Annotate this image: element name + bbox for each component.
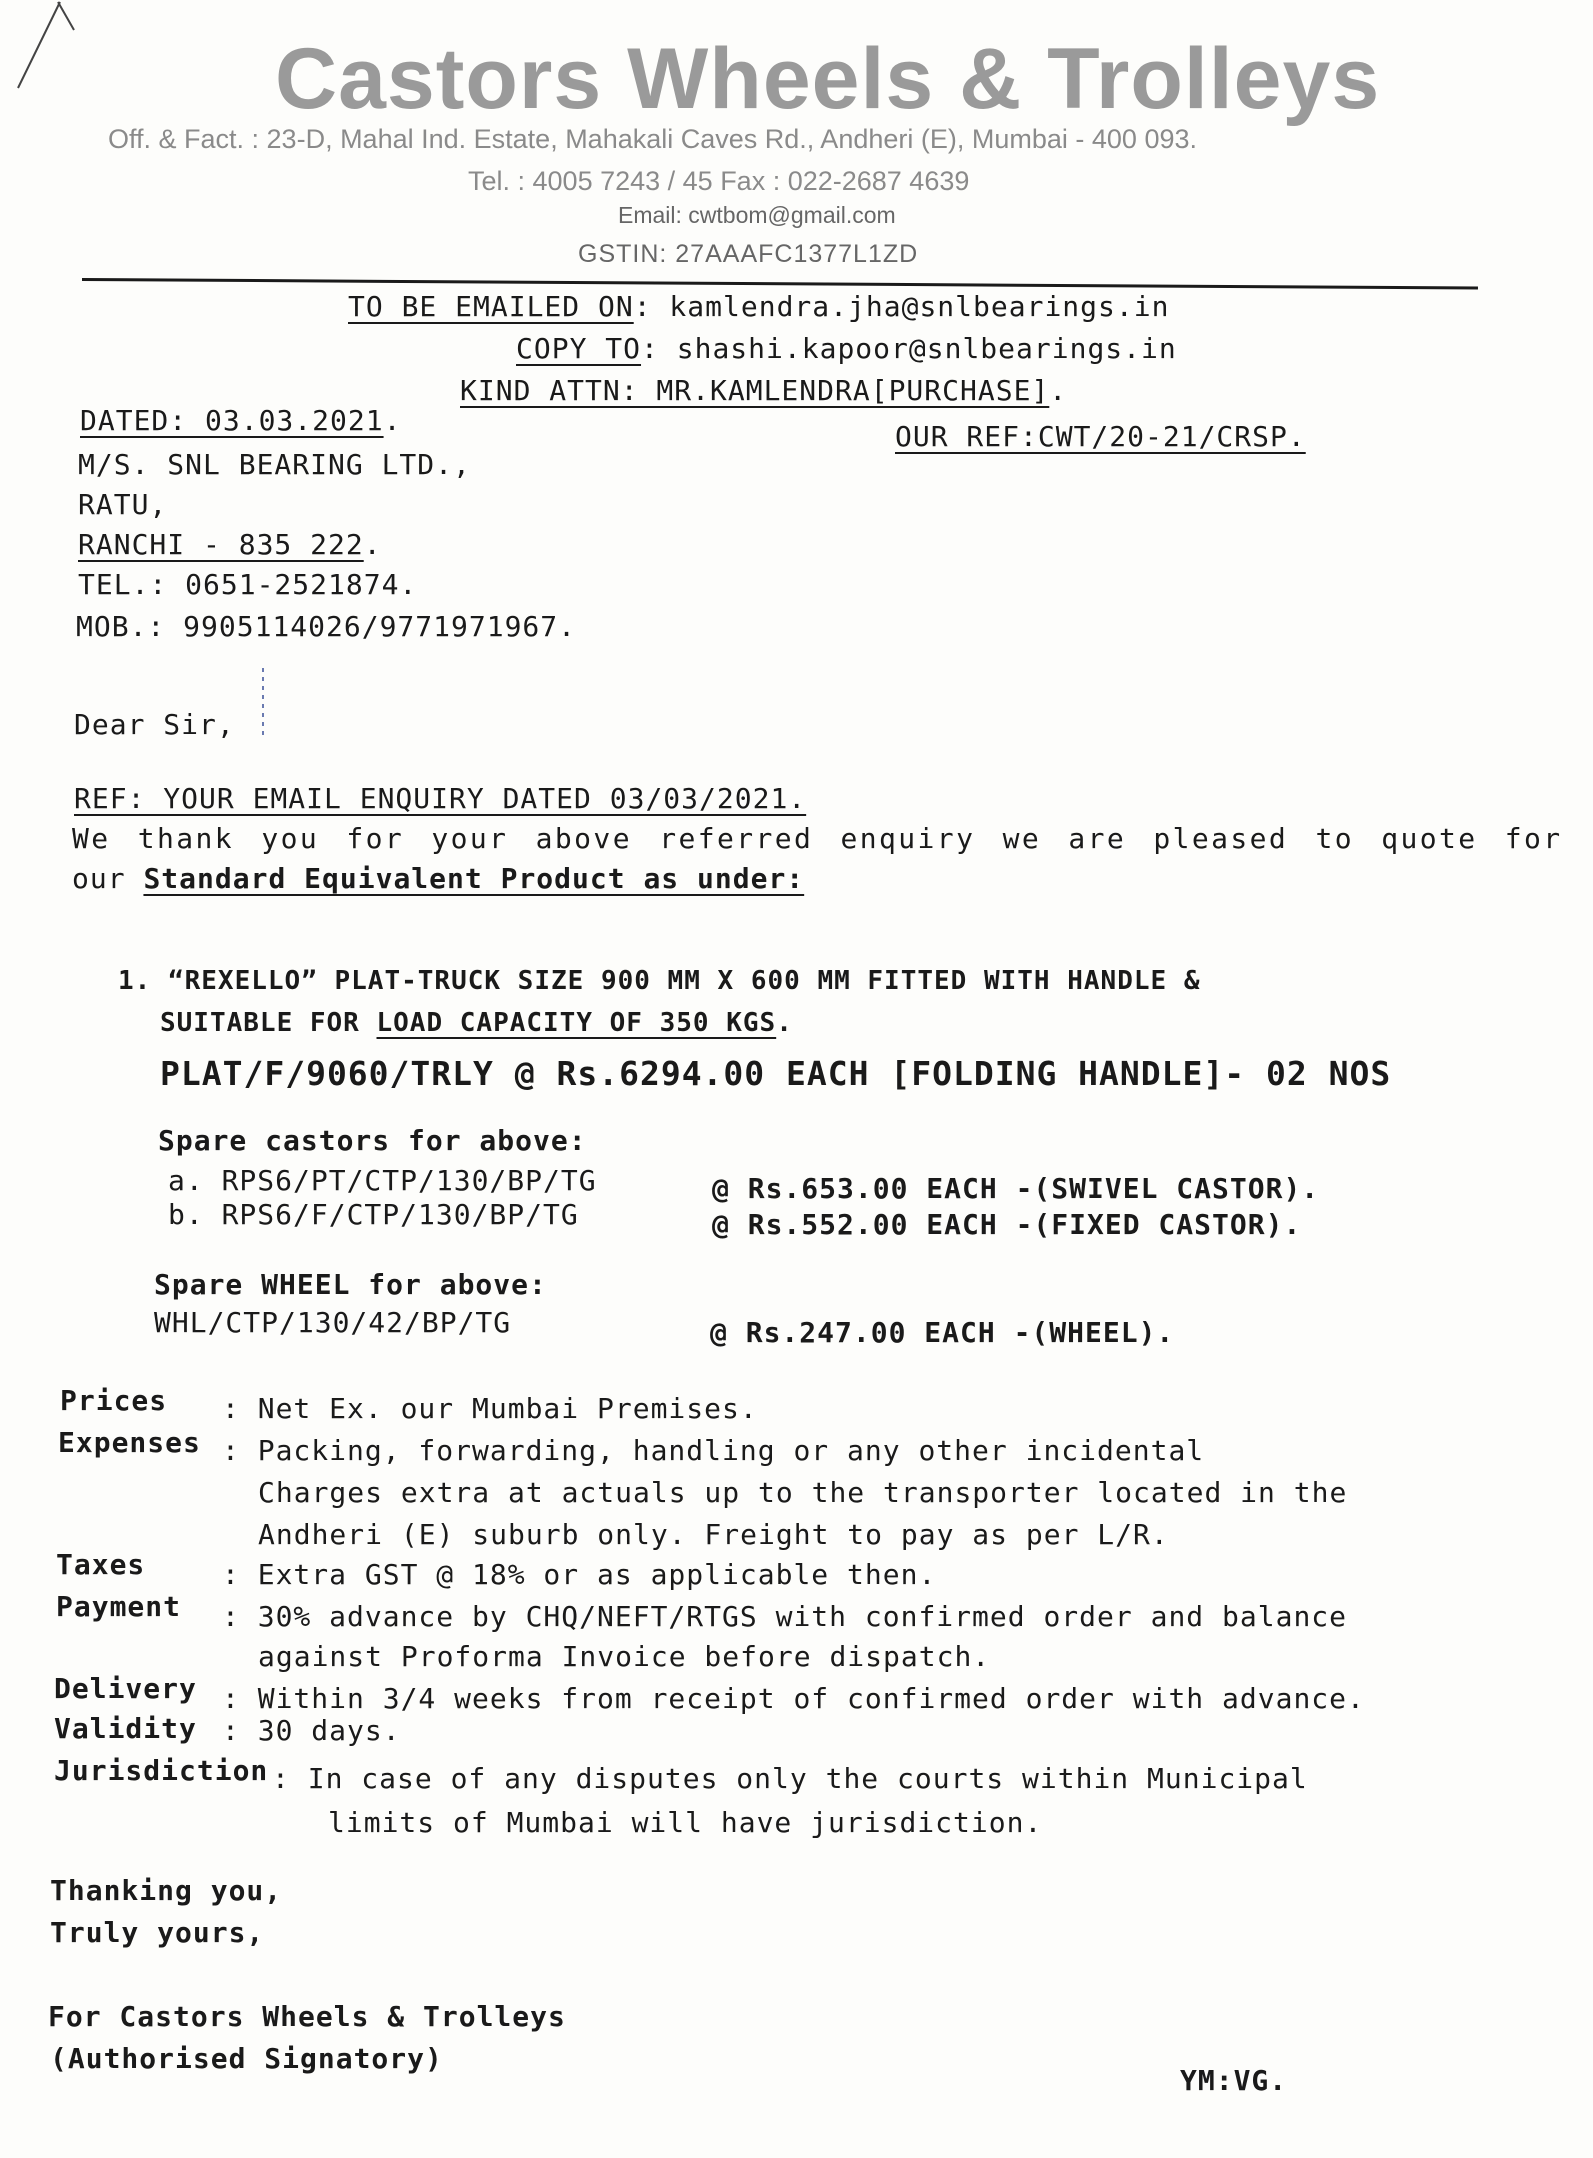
jurisdiction-line1: : In case of any disputes only the courts within Municipal bbox=[272, 1762, 1308, 1795]
kind-attn-text: KIND ATTN: MR.KAMLENDRA[PURCHASE] bbox=[460, 374, 1050, 407]
intro-line2-prefix: our bbox=[72, 862, 144, 895]
item-line3: PLAT/F/9060/TRLY @ Rs.6294.00 EACH [FOLDING HANDLE]- 02 NOS bbox=[160, 1054, 1392, 1093]
pen-dots bbox=[262, 668, 264, 740]
company-address: Off. & Fact. : 23-D, Mahal Ind. Estate, Mahakali Caves Rd., Andheri (E), Mumbai - 400 093. bbox=[108, 124, 1197, 154]
castor-a-price: @ Rs.653.00 EACH -(SWIVEL CASTOR). bbox=[712, 1172, 1320, 1205]
recipient-line2: RATU, bbox=[78, 488, 168, 521]
pen-mark bbox=[8, 0, 78, 100]
closing-thanks: Thanking you, bbox=[50, 1874, 283, 1907]
jurisdiction-line2: limits of Mumbai will have jurisdiction. bbox=[328, 1806, 1043, 1839]
payment-line2: against Proforma Invoice before dispatch. bbox=[258, 1640, 991, 1673]
emailed-on-value: : kamlendra.jha@snlbearings.in bbox=[633, 290, 1170, 323]
dated-text: DATED: 03.03.2021 bbox=[80, 404, 384, 437]
item-line1: 1. “REXELLO” PLAT-TRUCK SIZE 900 MM X 600 MM FITTED WITH HANDLE & bbox=[118, 966, 1201, 996]
prices-value: : Net Ex. our Mumbai Premises. bbox=[222, 1392, 758, 1425]
intro-line1: We thank you for your above referred enquiry we are pleased to quote for bbox=[72, 822, 1563, 855]
validity-label: Validity bbox=[54, 1712, 197, 1745]
validity-value: : 30 days. bbox=[222, 1714, 401, 1747]
copy-to-label: COPY TO bbox=[516, 332, 642, 365]
expenses-line1: : Packing, forwarding, handling or any other incidental bbox=[222, 1434, 1205, 1467]
company-name: Castors Wheels & Trolleys bbox=[275, 31, 1381, 127]
spare-wheel-title: Spare WHEEL for above: bbox=[154, 1268, 547, 1301]
item-load-capacity: LOAD CAPACITY OF 350 KGS bbox=[376, 1008, 777, 1038]
ref-line: REF: YOUR EMAIL ENQUIRY DATED 03/03/2021. bbox=[74, 782, 807, 815]
dated-end: . bbox=[383, 404, 402, 437]
expenses-line3: Andheri (E) suburb only. Freight to pay as per L/R. bbox=[258, 1518, 1169, 1551]
recipient-mob: MOB.: 9905114026/9771971967. bbox=[76, 610, 577, 643]
closing-yours: Truly yours, bbox=[50, 1916, 265, 1949]
copy-to-row bbox=[516, 332, 1177, 365]
kind-attn-end: . bbox=[1049, 374, 1068, 407]
payment-label: Payment bbox=[56, 1590, 182, 1623]
recipient-line3: RANCHI - 835 222 bbox=[78, 528, 364, 561]
company-phone-fax: Tel. : 4005 7243 / 45 Fax : 022-2687 4639 bbox=[468, 166, 970, 196]
recipient-line3-row bbox=[78, 528, 382, 561]
expenses-label: Expenses bbox=[58, 1426, 201, 1459]
taxes-label: Taxes bbox=[56, 1548, 146, 1581]
spare-castors-title: Spare castors for above: bbox=[158, 1124, 587, 1157]
salutation: Dear Sir, bbox=[74, 708, 235, 741]
payment-line1: : 30% advance by CHQ/NEFT/RTGS with confirmed order and balance bbox=[222, 1600, 1348, 1633]
castor-a-code: a. RPS6/PT/CTP/130/BP/TG bbox=[168, 1164, 597, 1197]
jurisdiction-label: Jurisdiction bbox=[54, 1754, 269, 1787]
prices-label: Prices bbox=[60, 1384, 168, 1417]
closing-signatory: (Authorised Signatory) bbox=[50, 2042, 443, 2075]
wheel-price: @ Rs.247.00 EACH -(WHEEL). bbox=[710, 1316, 1175, 1349]
letterhead-divider bbox=[82, 278, 1478, 290]
emailed-on-label: TO BE EMAILED ON bbox=[348, 290, 634, 323]
closing-for-company: For Castors Wheels & Trolleys bbox=[48, 2000, 566, 2033]
company-gstin: GSTIN: 27AAAFC1377L1ZD bbox=[578, 240, 919, 268]
closing-initials: YM:VG. bbox=[1180, 2064, 1288, 2097]
recipient-tel: TEL.: 0651-2521874. bbox=[78, 568, 418, 601]
company-email: Email: cwtbom@gmail.com bbox=[618, 202, 896, 228]
intro-line2 bbox=[72, 862, 804, 895]
kind-attn-row bbox=[460, 374, 1067, 407]
copy-to-value: : shashi.kapoor@snlbearings.in bbox=[641, 332, 1177, 365]
delivery-value: : Within 3/4 weeks from receipt of confirmed order with advance. bbox=[222, 1682, 1365, 1715]
item-line2 bbox=[160, 1008, 793, 1038]
our-ref: OUR REF:CWT/20-21/CRSP. bbox=[895, 420, 1306, 453]
wheel-code: WHL/CTP/130/42/BP/TG bbox=[154, 1306, 512, 1339]
castor-b-code: b. RPS6/F/CTP/130/BP/TG bbox=[168, 1198, 579, 1231]
dated-row bbox=[80, 404, 401, 437]
recipient-line1: M/S. SNL BEARING LTD., bbox=[78, 448, 471, 481]
delivery-label: Delivery bbox=[54, 1672, 197, 1705]
emailed-on-row bbox=[348, 290, 1169, 323]
taxes-value: : Extra GST @ 18% or as applicable then. bbox=[222, 1558, 937, 1591]
intro-standard-product: Standard Equivalent Product as under: bbox=[143, 862, 805, 895]
recipient-line3-end: . bbox=[363, 528, 382, 561]
expenses-line2: Charges extra at actuals up to the transporter located in the bbox=[258, 1476, 1348, 1509]
item-line2-end: . bbox=[776, 1008, 793, 1038]
item-line2-prefix: SUITABLE FOR bbox=[160, 1008, 377, 1038]
castor-b-price: @ Rs.552.00 EACH -(FIXED CASTOR). bbox=[712, 1208, 1302, 1241]
